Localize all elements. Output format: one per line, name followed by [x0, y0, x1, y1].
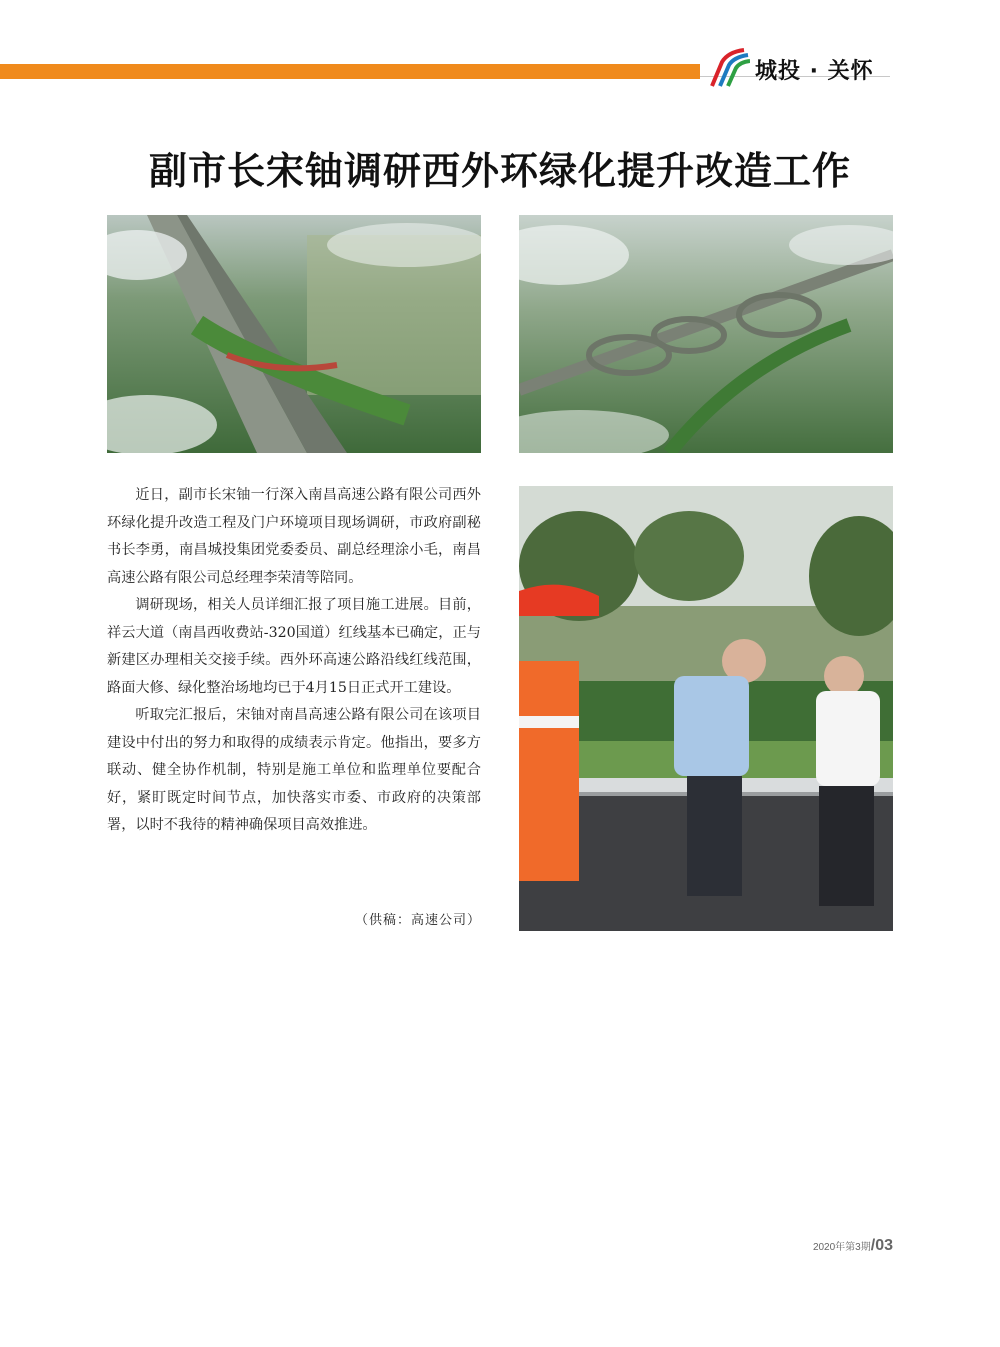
body-paragraph: 听取完汇报后，宋铀对南昌高速公路有限公司在该项目建设中付出的努力和取得的成绩表示肯定。他指出，要多方联动、健全协作机制，特别是施工单位和监理单位要配合好，紧盯既定时间节点，加快落实市委、市政府的决策部署，以时不我待的精神确保项目高效推进。: [107, 707, 481, 833]
site-visit-image: [519, 486, 893, 931]
article-body: [107, 482, 481, 840]
aerial-rendering-interchange-image: [519, 215, 893, 453]
aerial-rendering-highway-image: [107, 215, 481, 453]
article-credit: （供稿：高速公司）: [354, 913, 481, 928]
body-paragraph: 调研现场，相关人员详细汇报了项目施工进展。目前，祥云大道（南昌西收费站-320国道）红线基本已确定，正与新建区办理相关交接手续。西外环高速公路沿线红线范围，路面大修、绿化整治场地均已于4月15日正式开工建设。: [107, 597, 481, 696]
chengtou-logo-icon: [708, 46, 750, 88]
header-accent-bar: [0, 64, 700, 79]
section-label: 城投 · 关怀: [755, 59, 874, 84]
article-title: 副市长宋铀调研西外环绿化提升改造工作: [148, 149, 851, 193]
page-number: /03: [870, 1237, 893, 1254]
page-folio: [770, 1237, 893, 1255]
body-paragraph: 近日，副市长宋铀一行深入南昌高速公路有限公司西外环绿化提升改造工程及门户环境项目现场调研，市政府副秘书长李勇，南昌城投集团党委委员、副总经理涂小毛，南昌高速公路有限公司总经理李荣清等陪同。: [107, 487, 481, 586]
issue-label: 2020年第3期: [812, 1242, 871, 1253]
